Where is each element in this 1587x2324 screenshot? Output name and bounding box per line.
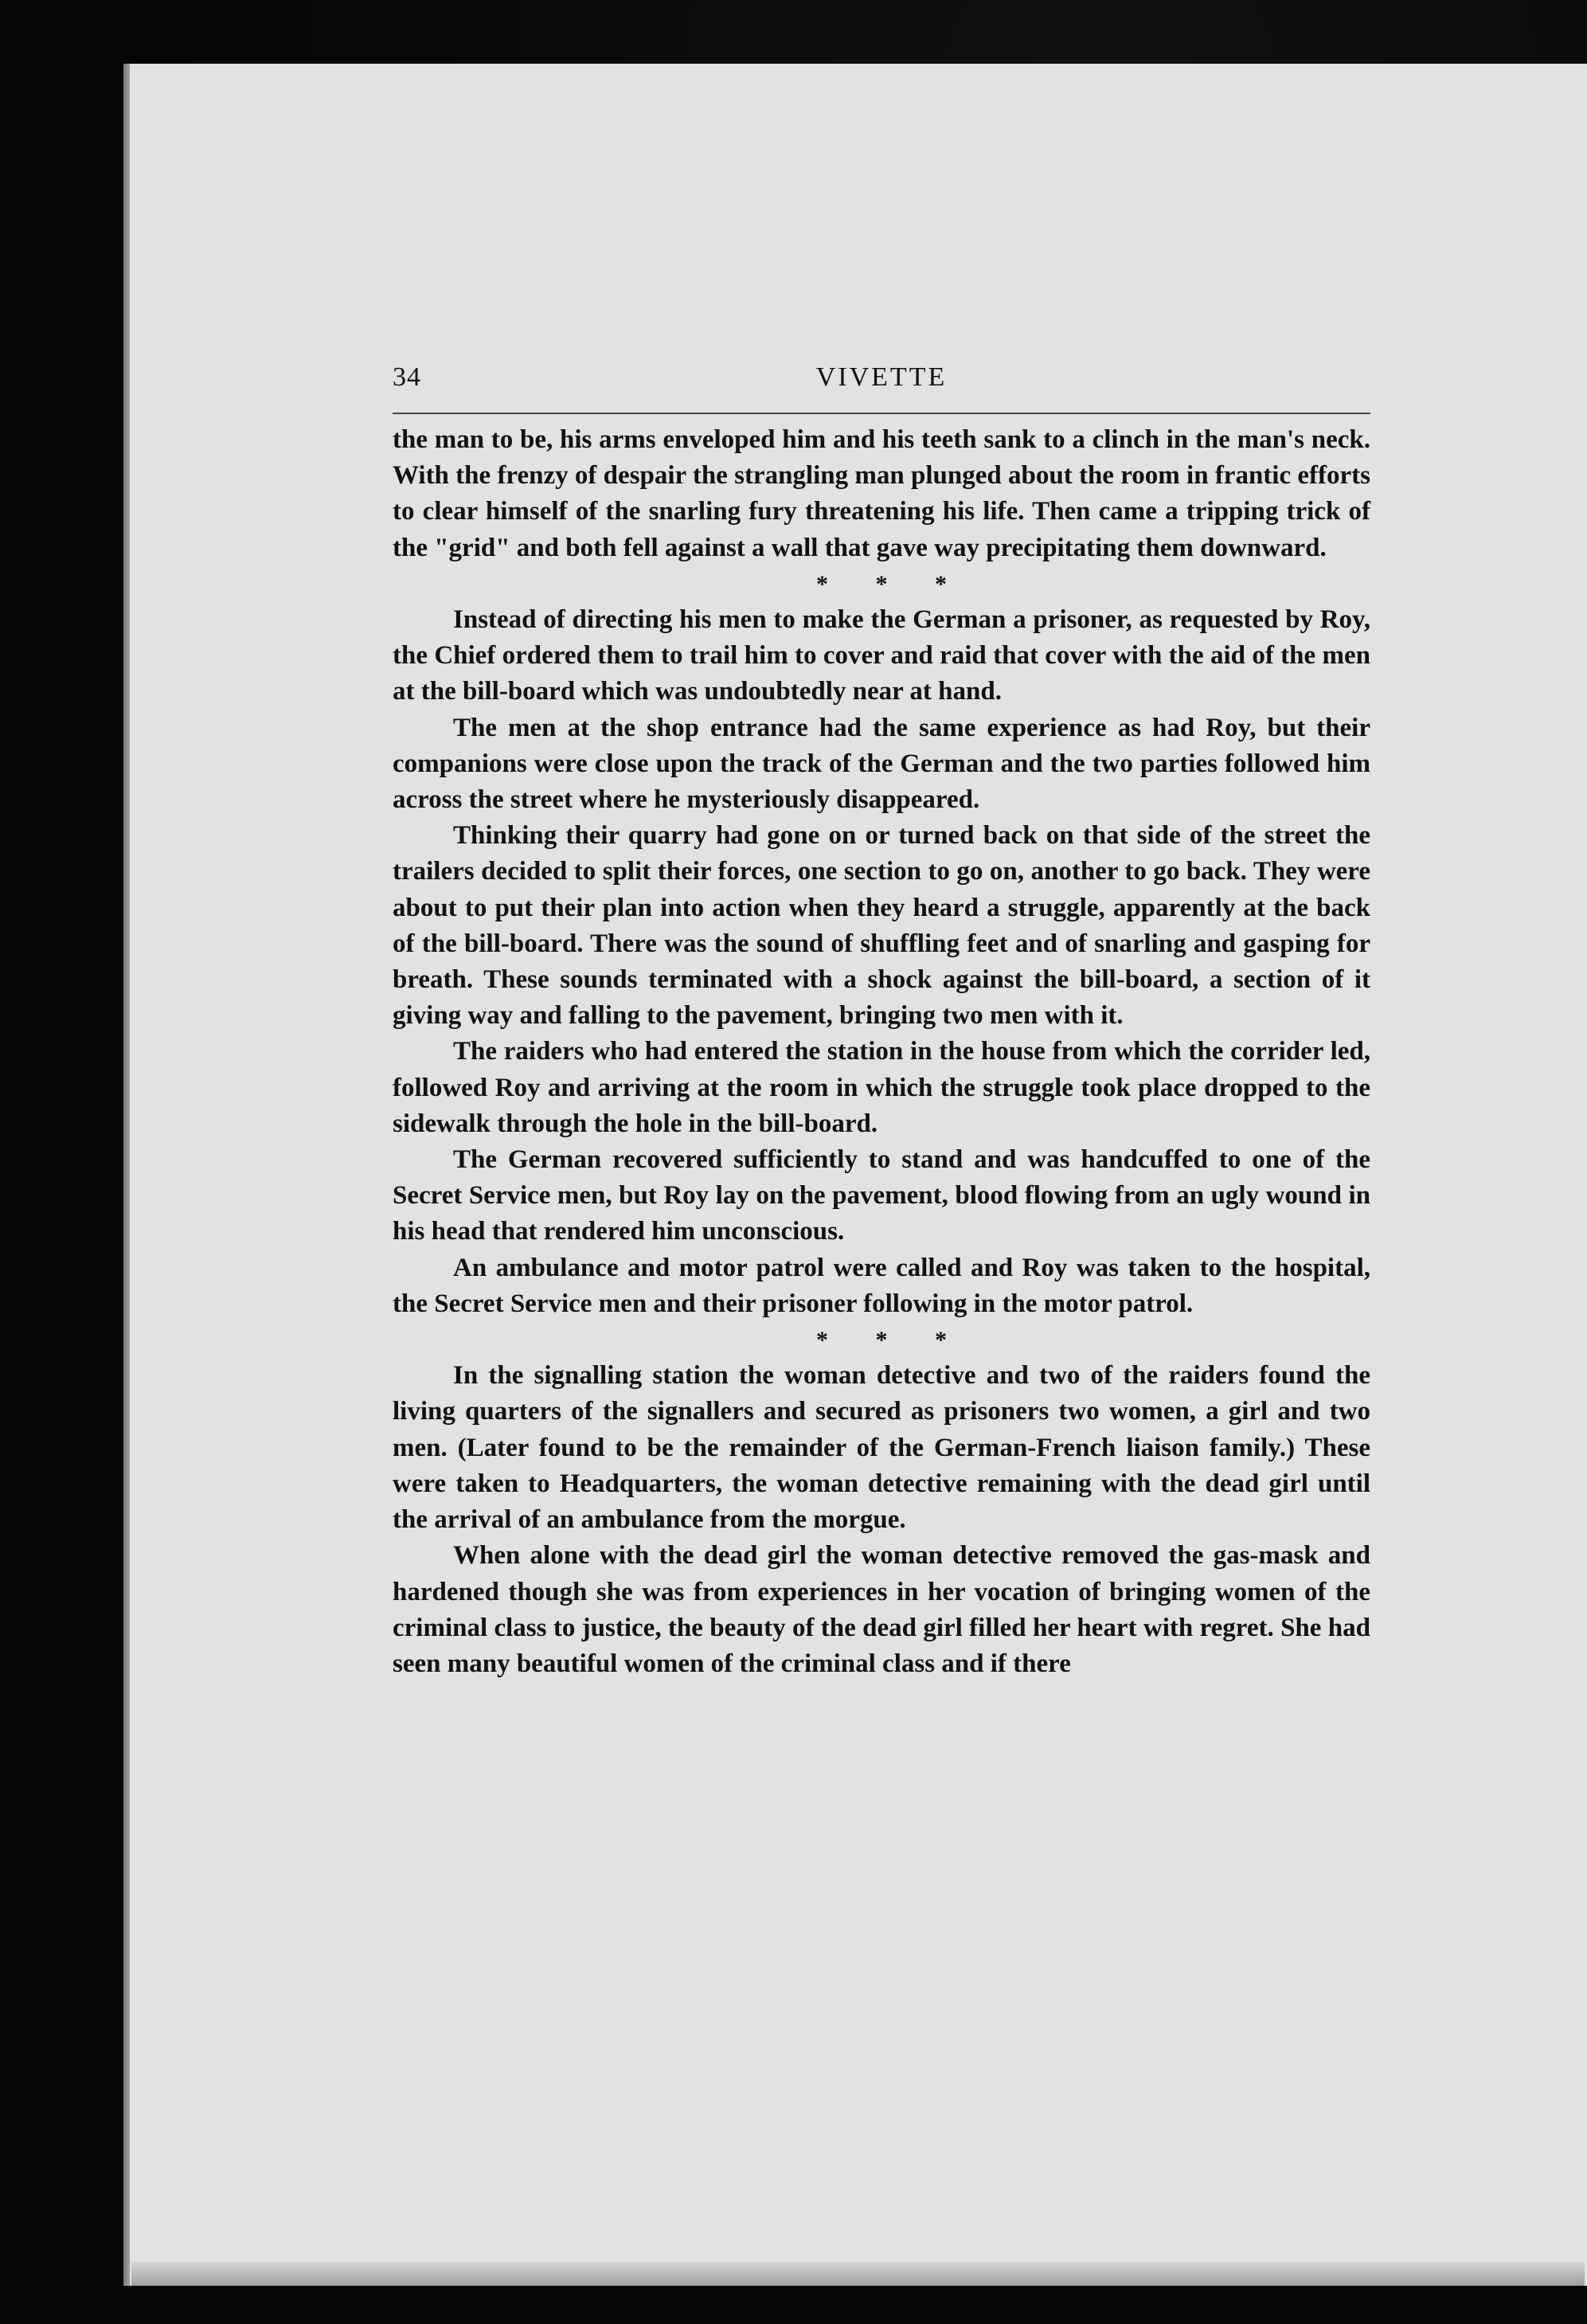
page-bottom-edge: [131, 2262, 1585, 2286]
header-rule: [393, 413, 1370, 414]
page-number: 34: [393, 362, 421, 392]
running-title: VIVETTE: [815, 362, 948, 392]
paragraph: An ambulance and motor patrol were called and Roy was taken to the hospital, the Secret Service men and their prisoner following in the motor patrol.: [393, 1253, 1370, 1318]
paragraph: The raiders who had entered the station in the house from which the corrider led, followed Roy and arriving at the room in which the struggle took place dropped to the sidewalk through the hole in the bill-board.: [393, 1037, 1370, 1138]
paragraph: Instead of directing his men to make the German a prisoner, as requested by Roy, the Chief ordered them to trail him to cover and raid that cover with the aid of the men at the bill-board which was undoubtedly near at hand.: [393, 605, 1370, 706]
paragraph: When alone with the dead girl the woman detective removed the gas-mask and hardened though she was from experiences in her vocation of bringing women of the criminal class to justice, the beauty of the dead girl filled her heart with regret. She had seen many beautiful women of the criminal class and if there: [393, 1541, 1370, 1678]
paragraph: The men at the shop entrance had the same experience as had Roy, but their companions were close upon the track of the German and the two parties followed him across the street where he mysteriously disappeared.: [393, 713, 1370, 815]
paragraph: In the signalling station the woman detective and two of the raiders found the living quarters of the signallers and secured as prisoners two women, a girl and two men. (Later found to be the remainder of the German-French liaison family.) These were taken to Headquarters, the woman detective remaining with the dead girl until the arrival of an ambulance from the morgue.: [393, 1361, 1370, 1535]
page-header: [393, 362, 1370, 394]
body-text: [393, 422, 1370, 1682]
paragraph-continued: the man to be, his arms enveloped him and his teeth sank to a clinch in the man's neck. With the frenzy of despair the strangling man plunged about the room in frantic efforts to clear himself of the snarling fury threatening his life. Then came a tripping trick of the "grid" and both fell against a wall that gave way precipitating them downward.: [393, 425, 1370, 562]
section-separator: * * *: [816, 570, 967, 597]
section-separator: * * *: [816, 1327, 967, 1354]
paragraph: Thinking their quarry had gone on or turned back on that side of the street the trailers decided to split their forces, one section to go on, another to go back. They were about to put their plan into action when they heard a struggle, apparently at the back of the bill-board. There was the sound of shuffling feet and of snarling and gasping for breath. These sounds terminated with a shock against the bill-board, a section of it giving way and falling to the pavement, bringing two men with it.: [393, 821, 1370, 1031]
paragraph: The German recovered sufficiently to stand and was handcuffed to one of the Secret Service men, but Roy lay on the pavement, blood flowing from an ugly wound in his head that rendered him unconscious.: [393, 1145, 1370, 1246]
